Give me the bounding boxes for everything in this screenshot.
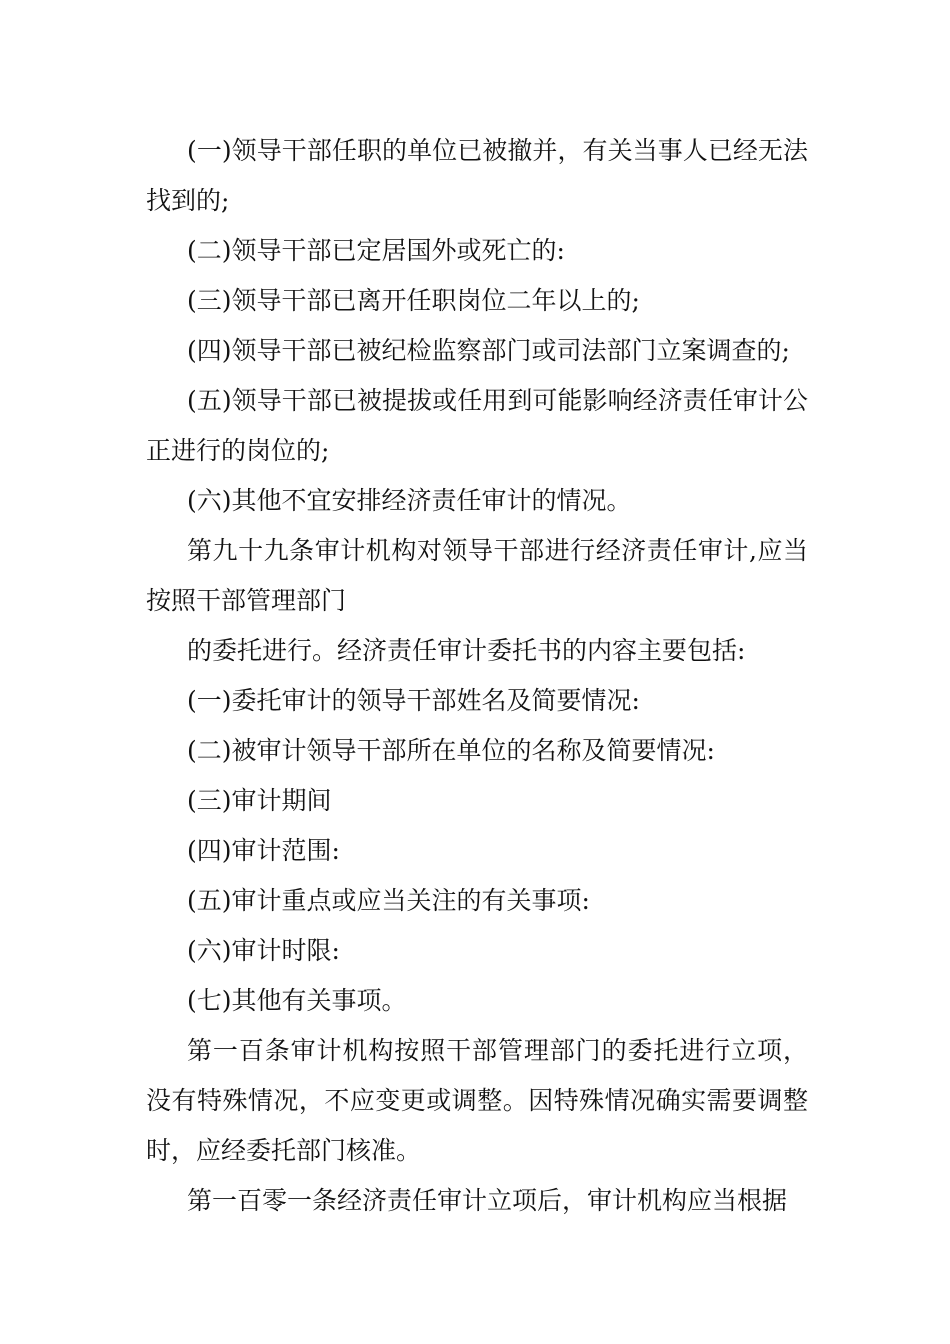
paragraph-15: (七)其他有关事项。: [187, 986, 407, 1015]
paragraph-7: 第九十九条审计机构对领导干部进行经济责任审计,应当按照干部管理部门: [146, 536, 808, 615]
paragraph-13: (五)审计重点或应当关注的有关事项:: [187, 886, 590, 915]
paragraph-4: (四)领导干部已被纪检监察部门或司法部门立案调查的;: [187, 336, 790, 365]
paragraph-5: (五)领导干部已被提拔或任用到可能影响经济责任审计公正进行的岗位的;: [146, 386, 808, 465]
paragraph-14: (六)审计时限:: [187, 936, 340, 965]
paragraph-17: 第一百零一条经济责任审计立项后，审计机构应当根据: [187, 1186, 788, 1215]
paragraph-6: (六)其他不宜安排经济责任审计的情况。: [187, 486, 632, 515]
paragraph-10: (二)被审计领导干部所在单位的名称及简要情况:: [187, 736, 715, 765]
paragraph-1: (一)领导干部任职的单位已被撤并，有关当事人已经无法找到的;: [146, 136, 808, 215]
paragraph-8: 的委托进行。经济责任审计委托书的内容主要包括:: [187, 636, 746, 665]
paragraph-3: (三)领导干部已离开任职岗位二年以上的;: [187, 286, 640, 315]
paragraph-11: (三)审计期间: [187, 786, 332, 815]
paragraph-12: (四)审计范围:: [187, 836, 340, 865]
paragraph-2: (二)领导干部已定居国外或死亡的:: [187, 236, 565, 265]
paragraph-16: 第一百条审计机构按照干部管理部门的委托进行立项，没有特殊情况，不应变更或调整。因特殊情况确实需要调整时，应经委托部门核准。: [146, 1036, 808, 1165]
paragraph-9: (一)委托审计的领导干部姓名及简要情况:: [187, 686, 640, 715]
document-body: [146, 126, 808, 1226]
